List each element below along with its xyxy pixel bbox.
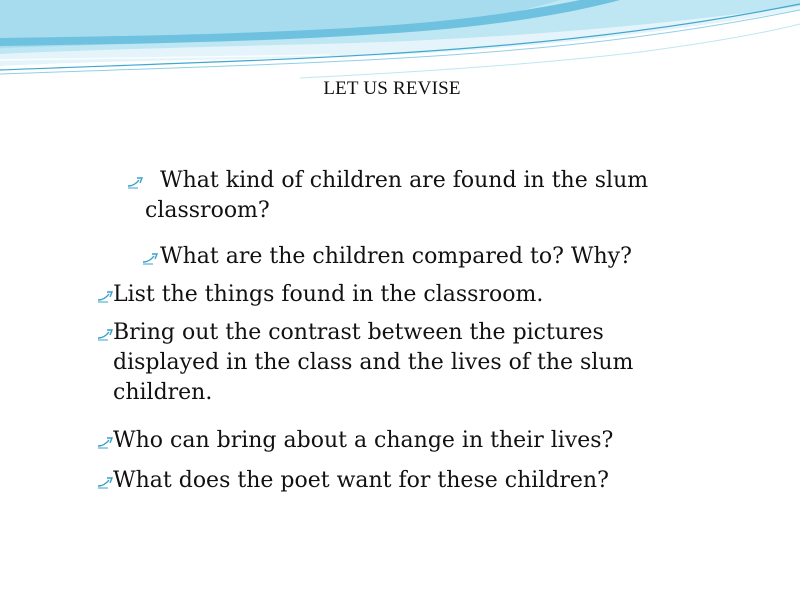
bullet-item <box>113 280 713 310</box>
bullet-text: Who can bring about a change in their lives? <box>113 428 614 453</box>
bullet-text: What are the children compared to? Why? <box>160 244 632 269</box>
bullet-item <box>113 426 733 456</box>
slide-title: LET US REVISE <box>323 78 461 99</box>
bullet-arrow-icon <box>142 251 159 265</box>
bullet-text: List the things found in the classroom. <box>113 282 544 307</box>
bullet-item <box>145 166 745 226</box>
bullet-text: What kind of children are found in the slum classroom? <box>145 168 649 223</box>
bullet-item <box>145 242 745 272</box>
bullet-text: What does the poet want for these children? <box>113 468 609 493</box>
bullet-text: Bring out the contrast between the pictures displayed in the class and the lives of the slum children. <box>113 320 634 405</box>
bullet-arrow-icon <box>127 175 144 189</box>
bullet-arrow-icon <box>97 435 114 449</box>
bullet-arrow-icon <box>97 475 114 489</box>
bullet-arrow-icon <box>97 289 114 303</box>
bullet-item <box>113 318 693 408</box>
bullet-item <box>113 466 733 496</box>
bullet-arrow-icon <box>97 327 114 341</box>
